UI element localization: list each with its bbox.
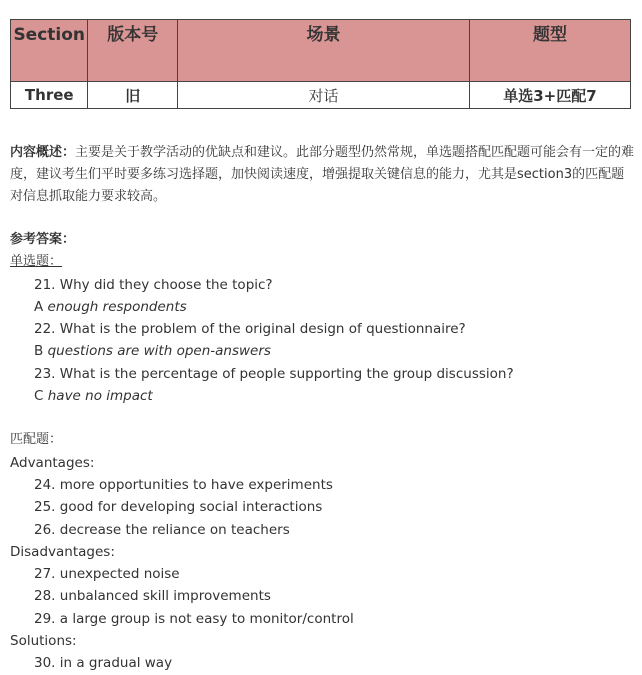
- header-section: Section: [11, 20, 88, 82]
- summary-label: 内容概述：: [10, 145, 76, 160]
- answer-letter: A: [34, 298, 44, 315]
- list-item: 27. unexpected noise: [34, 566, 180, 583]
- table-row: [11, 82, 631, 109]
- answer-text: have no impact: [47, 388, 153, 405]
- header-version: 版本号: [88, 20, 178, 82]
- list-item: 25. good for developing social interactions: [34, 499, 323, 516]
- question-23: 23. What is the percentage of people supporting the group discussion?: [34, 365, 514, 382]
- answer-text: enough respondents: [47, 298, 187, 315]
- content-summary: [10, 142, 635, 208]
- list-item: 28. unbalanced skill improvements: [34, 588, 271, 605]
- cell-version: 旧: [88, 82, 178, 109]
- answer-21: [10, 296, 635, 318]
- cell-section: Three: [11, 82, 88, 109]
- header-question-type: 题型: [469, 20, 630, 82]
- group-label-solutions: Solutions:: [10, 633, 77, 650]
- list-item: 24. more opportunities to have experiments: [34, 476, 333, 493]
- list-item: 30. in a gradual way: [34, 655, 173, 672]
- summary-text: 主要是关于教学活动的优缺点和建议。此部分题型仍然常规，单选题搭配匹配题可能会有一定的难度，建议考生们平时要多练习选择题，加快阅读速度，增强提取关键信息的能力，尤其是section3的匹配题对信息抓取能力要求较高。: [10, 145, 635, 204]
- answer-letter: C: [34, 388, 44, 405]
- group-label-advantages: Advantages:: [10, 454, 95, 471]
- cell-scene: 对话: [178, 82, 470, 109]
- list-item: 29. a large group is not easy to monitor/control: [34, 610, 354, 627]
- question-21: 21. Why did they choose the topic?: [34, 276, 273, 293]
- answer-23: [10, 385, 635, 407]
- cell-question-type: 单选3+匹配7: [469, 82, 630, 109]
- group-label-disadvantages: Disadvantages:: [10, 543, 115, 560]
- section-info-table: [10, 19, 631, 109]
- answers-title: 参考答案：: [10, 232, 76, 247]
- answer-letter: B: [34, 343, 44, 360]
- matching-heading: 匹配题：: [10, 432, 63, 448]
- list-item: 26. decrease the reliance on teachers: [34, 521, 290, 538]
- header-scene: 场景: [178, 20, 470, 82]
- answers-section: [10, 229, 635, 675]
- answer-text: questions are with open-answers: [47, 343, 271, 360]
- answer-22: [10, 340, 635, 362]
- table-header-row: [11, 20, 631, 82]
- question-22: 22. What is the problem of the original design of questionnaire?: [34, 321, 466, 338]
- single-choice-heading: 单选题：: [10, 254, 63, 270]
